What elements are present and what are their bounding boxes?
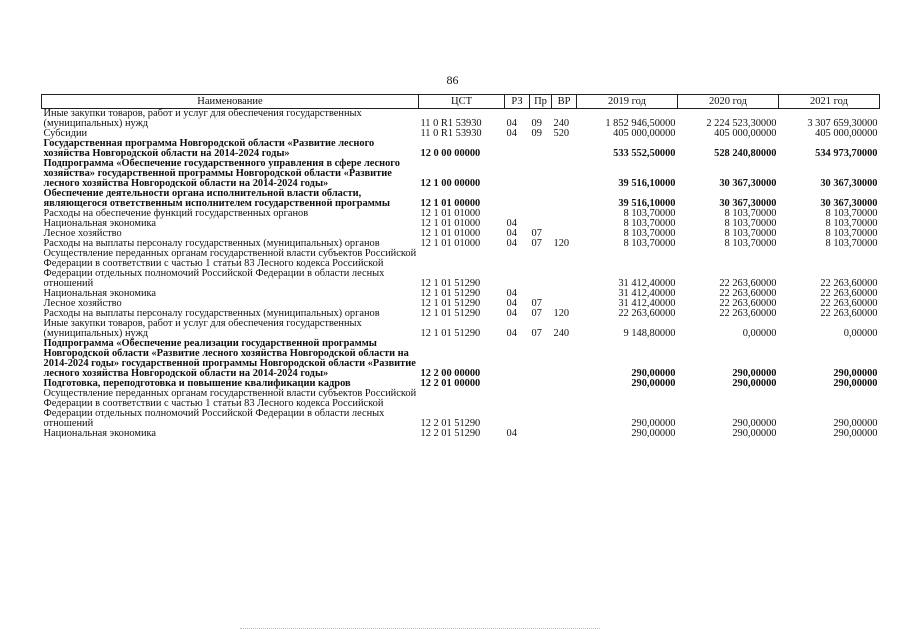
header-name: Наименование — [42, 95, 419, 109]
row-2019: 1 852 946,50000 — [605, 118, 676, 129]
row-2021: 30 367,30000 — [820, 178, 878, 189]
row-cst: 12 1 01 01000 — [420, 209, 481, 219]
row-2020: 290,00000 — [732, 379, 777, 389]
row-rz: 04 — [506, 309, 517, 319]
row-cst: 11 0 R1 53930 — [420, 118, 482, 129]
row-2020: 0,00000 — [742, 328, 777, 339]
header-rz: РЗ — [505, 95, 530, 109]
table-row — [42, 339, 880, 379]
table-row — [42, 429, 880, 439]
row-2019: 405 000,00000 — [613, 129, 676, 139]
row-2021: 22 263,60000 — [820, 299, 878, 309]
table-row — [42, 189, 880, 209]
row-pr: 07 — [531, 299, 542, 309]
table-row — [42, 319, 880, 339]
row-2019: 290,00000 — [631, 379, 676, 389]
row-2020: 22 263,60000 — [719, 278, 777, 289]
row-pr — [530, 339, 552, 379]
row-2019: 290,00000 — [631, 368, 676, 379]
row-pr — [530, 209, 552, 219]
row-cst: 12 1 01 51290 — [420, 309, 481, 319]
row-rz — [505, 249, 530, 289]
row-pr: 07 — [531, 229, 542, 239]
row-rz: 04 — [506, 229, 517, 239]
row-2021: 30 367,30000 — [820, 198, 878, 209]
row-2020: 30 367,30000 — [719, 178, 777, 189]
row-cst: 12 1 01 51290 — [420, 289, 481, 299]
row-cst: 12 2 00 00000 — [420, 368, 481, 379]
row-2021: 8 103,70000 — [825, 239, 878, 249]
row-name: Субсидии — [43, 128, 88, 139]
row-name: Расходы на выплаты персоналу государственных (муниципальных) органов — [43, 308, 380, 319]
row-pr — [530, 429, 552, 439]
row-vr — [552, 389, 577, 429]
row-pr — [530, 389, 552, 429]
header-vr: ВР — [552, 95, 577, 109]
row-cst: 12 2 01 51290 — [420, 418, 481, 429]
row-2020: 8 103,70000 — [724, 229, 777, 239]
table-header-row — [42, 95, 880, 109]
table-row — [42, 209, 880, 219]
row-name: Осуществление переданных органам государственной власти субъектов Российской Федерации в соответствии с частью 1 статьи 83 Лесного кодекса Российской Федерации отдельных полномочий Российской Федерации в области лесных отношений — [43, 248, 417, 289]
row-name: Иные закупки товаров, работ и услуг для обеспечения государственных (муниципальных) нужд — [43, 318, 362, 339]
row-name: Лесное хозяйство — [43, 228, 122, 239]
row-2020: 290,00000 — [732, 429, 777, 439]
row-2021: 22 263,60000 — [820, 289, 878, 299]
row-rz — [505, 139, 530, 159]
scan-artifact — [240, 628, 600, 630]
row-pr — [530, 289, 552, 299]
row-vr: 240 — [553, 328, 570, 339]
row-2019: 8 103,70000 — [623, 209, 676, 219]
row-vr: 120 — [553, 239, 570, 249]
row-name: Расходы на обеспечение функций государственных органов — [43, 208, 309, 219]
row-2019: 9 148,80000 — [623, 328, 676, 339]
row-2021: 8 103,70000 — [825, 219, 878, 229]
header-cst: ЦСТ — [419, 95, 505, 109]
row-pr — [530, 249, 552, 289]
row-2019: 31 412,40000 — [618, 278, 676, 289]
row-2020: 22 263,60000 — [719, 299, 777, 309]
row-cst: 12 1 01 51290 — [420, 299, 481, 309]
row-2021: 8 103,70000 — [825, 229, 878, 239]
row-2019: 8 103,70000 — [623, 239, 676, 249]
header-2021: 2021 год — [779, 95, 880, 109]
row-pr — [530, 379, 552, 389]
row-2019: 290,00000 — [631, 418, 676, 429]
row-name: Государственная программа Новгородской области «Развитие лесного хозяйства Новгородской области на 2014-2024 годы» — [43, 138, 375, 159]
row-vr — [552, 429, 577, 439]
row-vr — [552, 289, 577, 299]
row-2021: 8 103,70000 — [825, 209, 878, 219]
row-2020: 528 240,80000 — [714, 148, 777, 159]
row-2019: 533 552,50000 — [613, 148, 676, 159]
row-pr — [530, 159, 552, 189]
row-name: Осуществление переданных органам государственной власти субъектов Российской Федерации в соответствии с частью 1 статьи 83 Лесного кодекса Российской Федерации отдельных полномочий Российской Федерации в области лесных отношений — [43, 388, 417, 429]
row-2020: 8 103,70000 — [724, 209, 777, 219]
row-cst: 12 2 01 00000 — [420, 379, 481, 389]
row-pr: 07 — [531, 239, 542, 249]
row-pr: 07 — [531, 309, 542, 319]
row-name: Подготовка, переподготовка и повышение квалификации кадров — [43, 378, 351, 389]
row-cst: 12 1 01 01000 — [420, 229, 481, 239]
row-name: Национальная экономика — [43, 428, 157, 439]
table-row — [42, 109, 880, 130]
row-rz — [505, 389, 530, 429]
row-rz — [505, 189, 530, 209]
row-name: Подпрограмма «Обеспечение реализации государственной программы Новгородской области «Развитие лесного хозяйства Новгородской области на 2014-2024 годы» государственной программы Новгородской области «Развитие лесного хозяйства Новгородской области на 2014-2024 годы» — [43, 338, 416, 379]
row-name: Лесное хозяйство — [43, 298, 122, 309]
row-vr — [552, 209, 577, 219]
row-name: Подпрограмма «Обеспечение государственного управления в сфере лесного хозяйства» государственной программы Новгородской области «Развитие лесного хозяйства Новгородской области на 2014-2024 годы» — [43, 158, 400, 189]
row-cst: 12 0 00 00000 — [420, 148, 481, 159]
row-rz: 04 — [506, 239, 517, 249]
row-name: Иные закупки товаров, работ и услуг для обеспечения государственных (муниципальных) нужд — [43, 108, 362, 129]
row-rz: 04 — [506, 429, 517, 439]
row-2021: 290,00000 — [833, 379, 878, 389]
row-vr — [552, 229, 577, 239]
row-pr: 09 — [531, 118, 542, 129]
row-name: Национальная экономика — [43, 288, 157, 299]
row-vr — [552, 339, 577, 379]
row-2019: 8 103,70000 — [623, 219, 676, 229]
row-2019: 39 516,10000 — [618, 198, 676, 209]
table-row — [42, 159, 880, 189]
row-pr — [530, 219, 552, 229]
row-2020: 30 367,30000 — [719, 198, 777, 209]
row-2020: 290,00000 — [732, 368, 777, 379]
page-number: 86 — [446, 73, 459, 87]
header-pr: Пр — [530, 95, 552, 109]
row-vr — [552, 139, 577, 159]
row-2019: 8 103,70000 — [623, 229, 676, 239]
row-pr — [530, 139, 552, 159]
row-rz: 04 — [506, 289, 517, 299]
row-vr — [552, 379, 577, 389]
row-2020: 290,00000 — [732, 418, 777, 429]
row-2021: 290,00000 — [833, 368, 878, 379]
row-pr: 09 — [531, 129, 542, 139]
row-name: Обеспечение деятельности органа исполнительной власти области, являющегося ответственным исполнителем государственной программы — [43, 188, 390, 209]
row-vr: 520 — [553, 129, 570, 139]
row-2020: 405 000,00000 — [714, 129, 777, 139]
row-vr — [552, 299, 577, 309]
row-2021: 290,00000 — [833, 429, 878, 439]
row-2019: 31 412,40000 — [618, 299, 676, 309]
row-pr: 07 — [531, 328, 542, 339]
table-row — [42, 289, 880, 299]
row-pr — [530, 189, 552, 209]
row-vr — [552, 219, 577, 229]
row-2021: 3 307 659,30000 — [807, 118, 878, 129]
row-rz — [505, 339, 530, 379]
table-row — [42, 219, 880, 229]
row-rz — [505, 379, 530, 389]
row-rz: 04 — [506, 118, 517, 129]
row-2019: 39 516,10000 — [618, 178, 676, 189]
row-2020: 8 103,70000 — [724, 219, 777, 229]
row-2020: 2 224 523,30000 — [706, 118, 777, 129]
row-cst: 12 1 01 51290 — [420, 328, 481, 339]
row-vr — [552, 249, 577, 289]
header-2020: 2020 год — [678, 95, 779, 109]
row-rz: 04 — [506, 129, 517, 139]
row-2019: 22 263,60000 — [618, 309, 676, 319]
row-2021: 22 263,60000 — [820, 309, 878, 319]
row-2019: 290,00000 — [631, 429, 676, 439]
row-cst: 12 2 01 51290 — [420, 429, 481, 439]
table-row — [42, 139, 880, 159]
table-row — [42, 389, 880, 429]
row-2021: 534 973,70000 — [815, 148, 878, 159]
row-vr: 240 — [553, 118, 570, 129]
row-cst: 12 1 00 00000 — [420, 178, 481, 189]
row-cst: 12 1 01 01000 — [420, 239, 481, 249]
row-vr — [552, 159, 577, 189]
row-rz — [505, 209, 530, 219]
row-cst: 12 1 01 00000 — [420, 198, 481, 209]
budget-table — [41, 94, 880, 439]
header-2019: 2019 год — [577, 95, 678, 109]
row-rz: 04 — [506, 328, 517, 339]
row-name: Национальная экономика — [43, 218, 157, 229]
row-2021: 290,00000 — [833, 418, 878, 429]
row-cst: 11 0 R1 53930 — [420, 129, 482, 139]
row-2020: 8 103,70000 — [724, 239, 777, 249]
row-rz: 04 — [506, 299, 517, 309]
row-cst: 12 1 01 51290 — [420, 278, 481, 289]
row-2019: 31 412,40000 — [618, 289, 676, 299]
row-rz: 04 — [506, 219, 517, 229]
row-2020: 22 263,60000 — [719, 309, 777, 319]
row-name: Расходы на выплаты персоналу государственных (муниципальных) органов — [43, 238, 380, 249]
table-row — [42, 249, 880, 289]
row-2021: 405 000,00000 — [815, 129, 878, 139]
row-2020: 22 263,60000 — [719, 289, 777, 299]
row-2021: 0,00000 — [843, 328, 878, 339]
row-cst: 12 1 01 01000 — [420, 219, 481, 229]
row-vr — [552, 189, 577, 209]
row-vr: 120 — [553, 309, 570, 319]
row-2021: 22 263,60000 — [820, 278, 878, 289]
row-rz — [505, 159, 530, 189]
